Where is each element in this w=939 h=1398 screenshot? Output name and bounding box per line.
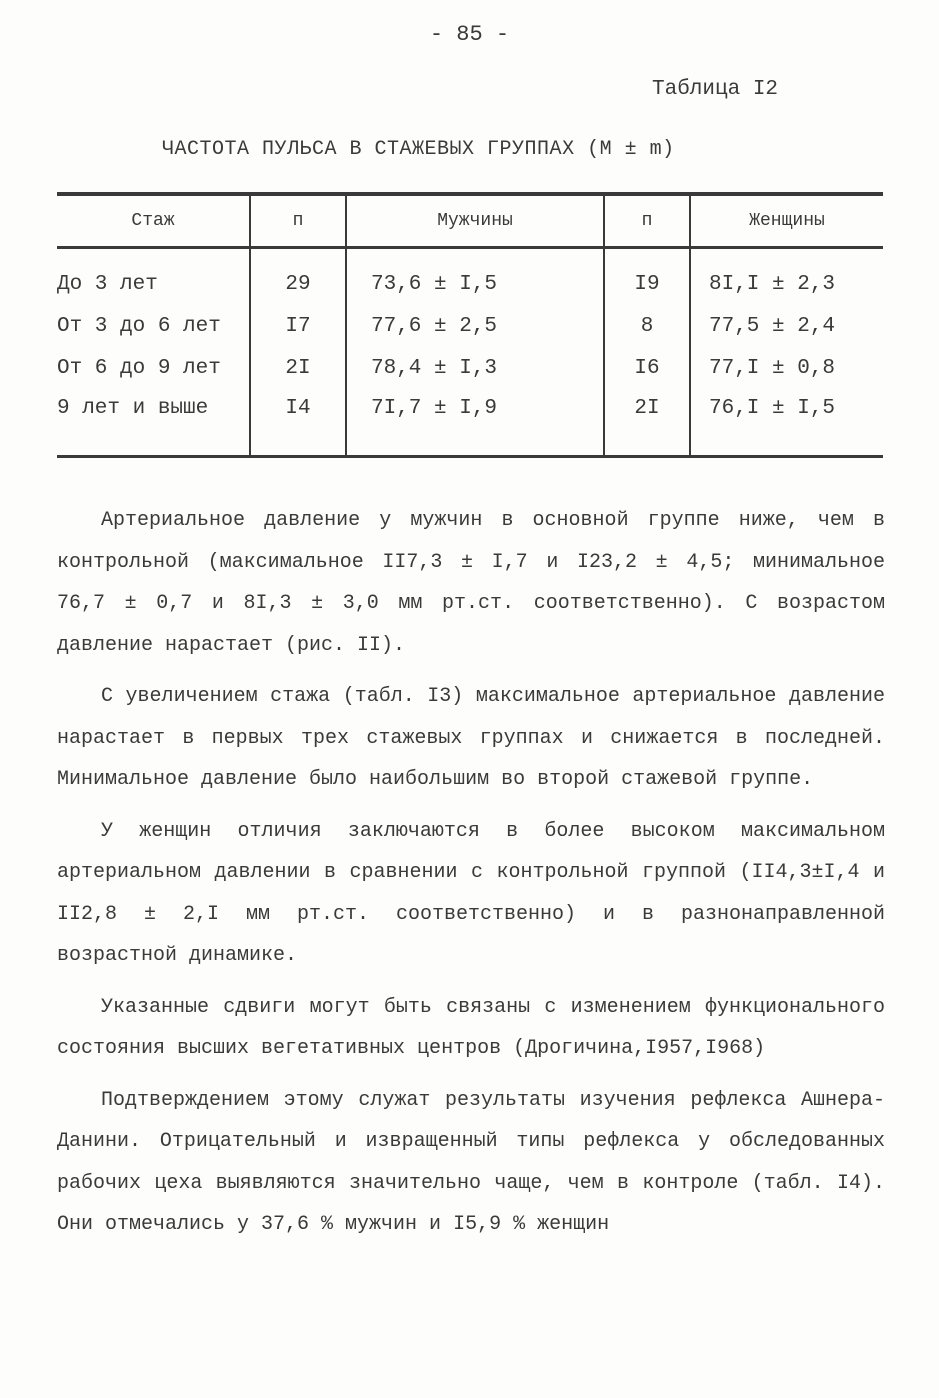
header-men: Мужчины bbox=[346, 194, 604, 248]
body-text bbox=[57, 500, 885, 1256]
paragraph: С увеличением стажа (табл. I3) максимальное артериальное давление нарастает в первых трех стажевых группах и снижается в последней. Минимальное давление было наибольшим во второй стажевой группе. bbox=[57, 685, 885, 791]
cell-n-women: 2I bbox=[604, 389, 690, 457]
table-label: Таблица I2 bbox=[652, 78, 779, 101]
header-n-women: п bbox=[604, 194, 690, 248]
table-title: ЧАСТОТА ПУЛЬСА В СТАЖЕВЫХ ГРУППАХ (М ± m) bbox=[162, 138, 675, 161]
table-row bbox=[57, 347, 883, 389]
cell-n-men: I7 bbox=[250, 305, 346, 347]
cell-n-women: I6 bbox=[604, 347, 690, 389]
cell-men: 78,4 ± I,3 bbox=[346, 347, 604, 389]
header-experience: Стаж bbox=[57, 194, 250, 248]
paragraph: Артериальное давление у мужчин в основной группе ниже, чем в контрольной (максимальное II7,3 ± I,7 и I23,2 ± 4,5; минимальное 76,7 ± 0,7 и 8I,3 ± 3,0 мм рт.ст. соответственно). С возрастом давление нарастает (рис. II). bbox=[57, 509, 885, 657]
cell-group: От 6 до 9 лет bbox=[57, 356, 221, 380]
header-women: Женщины bbox=[690, 194, 883, 248]
cell-women: 76,I ± I,5 bbox=[690, 389, 883, 457]
table-row bbox=[57, 305, 883, 347]
cell-group: 9 лет и выше bbox=[57, 389, 250, 457]
cell-n-women: 8 bbox=[604, 305, 690, 347]
cell-men: 77,6 ± 2,5 bbox=[346, 305, 604, 347]
pulse-rate-table bbox=[57, 192, 883, 458]
cell-men: 7I,7 ± I,9 bbox=[346, 389, 604, 457]
page-number: - 85 - bbox=[429, 22, 510, 47]
cell-women: 8I,I ± 2,3 bbox=[690, 248, 883, 306]
cell-n-men: I4 bbox=[250, 389, 346, 457]
table-header-row bbox=[57, 194, 883, 248]
cell-men: 73,6 ± I,5 bbox=[346, 248, 604, 306]
cell-group: До 3 лет bbox=[57, 272, 158, 296]
header-n-men: п bbox=[250, 194, 346, 248]
cell-group: От 3 до 6 лет bbox=[57, 314, 221, 338]
cell-women: 77,5 ± 2,4 bbox=[690, 305, 883, 347]
table-row bbox=[57, 248, 883, 306]
cell-women: 77,I ± 0,8 bbox=[690, 347, 883, 389]
table-row bbox=[57, 389, 883, 457]
paragraph: У женщин отличия заключаются в более высоком максимальном артериальном давлении в сравнении с контрольной группой (II4,3±I,4 и II2,8 ± 2,I мм рт.ст. соответственно) и в разнонаправленной возрастной динамике. bbox=[57, 819, 885, 967]
cell-n-men: 29 bbox=[250, 248, 346, 306]
paragraph: Подтверждением этому служат результаты изучения рефлекса Ашнера-Данини. Отрицательный и извращенный типы рефлекса у обследованных рабочих цеха выявляются значительно чаще, чем в контроле (табл. I4). Они отмечались у 37,6 % мужчин и I5,9 % женщин bbox=[57, 1088, 885, 1236]
cell-n-women: I9 bbox=[604, 248, 690, 306]
cell-n-men: 2I bbox=[250, 347, 346, 389]
paragraph: Указанные сдвиги могут быть связаны с изменением функционального состояния высших вегетативных центров (Дрогичина,I957,I968) bbox=[57, 995, 885, 1060]
